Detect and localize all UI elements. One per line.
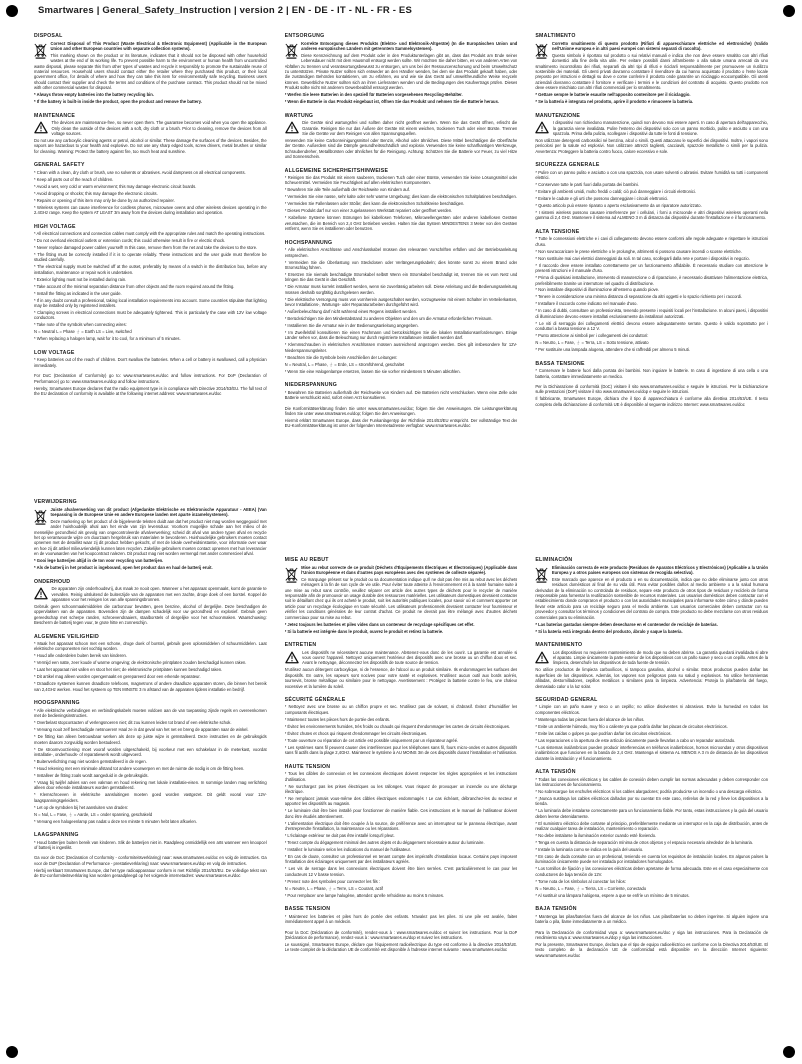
paragraph: * Bewahren Sie Batterien außerhalb der Reichweite von Kindern auf. Die Batterien nicht verschlucken. Wenn eine Zelle oder Batterie verschluckt wird, sofort einen Arzt konsultieren. bbox=[284, 389, 518, 401]
paragraph: Corretto smaltimento di questo prodotto (Rifiuti di apparecchiature elettriche ed elettroniche) (Valido nell'Unione europea e in altri paesi europei con sistemi separati di raccolta). bbox=[551, 40, 769, 51]
paragraph: De apparaten zijn onderhoudsvrij, dus maak ze nooit open. Wanneer u het apparaat openmaakt, komt de garantie te vervallen. Reinig uitsluitend de buitenzijde van de apparaten met een zachte, droge doek of een borstel. Koppel de apparaten voor het reinigen los van alle spanningsbronnen. bbox=[51, 586, 267, 602]
section-basse-tension bbox=[285, 903, 518, 926]
section-disposal bbox=[34, 30, 267, 106]
paragraph: * Prenez note des symboles pour connecter les fils : bbox=[284, 878, 380, 884]
paragraph: * ¡Nunca sustituya los cables eléctricos dañados por su cuenta! En este caso, retírelos de la red y lleve los dispositivos a la tienda. bbox=[535, 795, 769, 807]
section-heading-eliminacion: ELIMINACIÓN bbox=[535, 557, 573, 563]
paragraph: * Houd batterijen buiten bereik van kinderen. Slik de batterijen niet in. Raadpleeg onmiddellijk een arts wanneer een knoopcel of batterij is ingeslikt. bbox=[34, 839, 267, 850]
weee-bin-icon bbox=[34, 42, 47, 59]
paragraph: * Die Armatur muss korrekt installiert werden, wenn sie zuverlässig arbeiten soll. Diese Anleitung und die Bedienungsanleitung müssen deshalb sorgfältig durchgelesen werden. bbox=[284, 284, 518, 295]
section-heading-entsorgung: ENTSORGUNG bbox=[284, 33, 325, 39]
section-hoogspanning bbox=[34, 697, 267, 825]
paragraph: * Conservare tutte le parti fuori dalla portata dei bambini. bbox=[535, 182, 639, 188]
paragraph: N'utilisez aucun détergent carboxylique, ni de l'essence, de l'alcool ou un produit similaire. Ils endommagent les surfaces des dispositifs. En outre, les vapeurs sont nocives pour votre santé et explosives. N'utilisez aucun outil aux bords acérés, tournevis, brosse métallique ou similaire pour le nettoyage. Avertissement : Protégez la batterie contre le feu, une chaleur excessive et la lumière du soleil. bbox=[284, 667, 518, 689]
paragraph: * Évitez chutes et chocs qui risquent d'endommager les circuits électroniques. bbox=[284, 730, 428, 736]
paragraph: * Die elektrische Versorgung muss von vornherein ausgeschaltet werden, vorzugsweise mit einem Schalter im Verteilerkasten, bevor Installations-, Wartungs- oder Reparaturarbeiten durchgeführt wird. bbox=[284, 296, 518, 308]
paragraph: * I sistemi wireless possono causare interferenze per i cellulari, i forni a microonde e altri dispositivi wireless operanti nella gamma di 2,4 GHz. Mantenere il sistema ad ALMENO 3 m di distanza dai dispositivi durante l'installazione e il funzionamento. bbox=[535, 210, 769, 221]
paragraph: * Ne remplacez jamais vous-même des câbles électriques endommagés ! Le cas échéant, débranchez-les du secteur et apportez les dispositifs au magasin. bbox=[284, 795, 518, 807]
paragraph: * Per sostituire una lampada alogena, attendere che si raffreddi per almeno 5 minuti. bbox=[535, 347, 690, 353]
section-heading-low-voltage: LOW VOLTAGE bbox=[34, 349, 75, 356]
paragraph: * En cas de doute, consultez un professionnel en tenant compte des impératifs d'installation locaux. Certains pays imposent l'installation des éclairages uniquement par des installateurs agréés. bbox=[284, 854, 518, 865]
paragraph: * Non sostituire mai cavi elettrici danneggiati da soli. In tal caso, scollegarli dalla rete e portare i dispositivi in negozio. bbox=[535, 255, 750, 261]
section-niederspannung bbox=[285, 379, 518, 402]
section-maintenance bbox=[34, 110, 267, 156]
paragraph: This marking shown on the product or its literature, indicates that it should not be disposed with other household wastes at the end of its working life. To prevent possible harm to the environment or human health from uncontrolled waste disposal, please separate this from other types of wastes and recycle it responsibly to promote the sustainable reuse of material resources. Household users should contact either the retailer where they purchased this product, or their local government office, for details of where and how they can take this item for environmentally safe recycling. Business users should contact their supplier and check the terms and conditions of the purchase contract. This product should not be mixed with other commercial wastes for disposal. bbox=[34, 52, 267, 91]
paragraph: * No debe instalarse la iluminación exterior cuando esté lloviendo. bbox=[535, 833, 657, 839]
paragraph: N = Neutral L = Phase ⏚ = Earth LS = Live, switched bbox=[34, 329, 132, 335]
section-heading-niederspannung: NIEDERSPANNUNG bbox=[284, 382, 338, 389]
paragraph: Para la Declaración de conformidad vaya a: www.smartwares.eu/doc y siga las instrucciones. Para la Declaración de rendimiento vaya a: www.smartwares.eu/dop y siga las instrucciones. bbox=[535, 929, 769, 940]
section-smaltimento bbox=[535, 30, 768, 106]
paragraph: * Wireless systems can cause interference for cordless phones, microwave ovens and other wireless devices operating in the 2.4GHz range. Keep the system AT LEAST 3m away from the devices during installation and operation. bbox=[34, 204, 267, 216]
section-heading-alta-tension: ALTA TENSIÓN bbox=[535, 769, 576, 776]
paragraph: * Overbelast stopcontacten of verlengsnoeren niet; dit zou kunnen leiden tot brand of een elektrische schok. bbox=[34, 720, 232, 726]
paragraph: * Pour remplacer une lampe halogène, attendez qu'elle refroidisse au moins 5 minutes. bbox=[284, 892, 445, 898]
paragraph: * If in any doubt consult a professional, taking local installation requirements into account. Some countries stipulate that lighting may be installed only by registered installers. bbox=[34, 297, 267, 309]
section-heading-smaltimento: SMALTIMENTO bbox=[535, 33, 576, 39]
paragraph: Pour la DoC (Déclaration de conformité), rendez-vous à : www.smartwares.eu/doc et suivez les instructions. Pour la DoP (Déclaration de performance), rendez-vous à : www.smartwares.eu/dop et suivez les instructions. bbox=[284, 929, 518, 940]
paragraph: The devices are maintenance-free, so never open them. The guarantee becomes void when you open the appliance. Only clean the outside of the devices with a soft, dry cloth or a brush. Prior to cleaning, remove the devices from all voltage sources. bbox=[51, 120, 267, 136]
section-laagspanning bbox=[34, 829, 267, 852]
paragraph: * La luminaria debe instalarse correctamente para un funcionamiento fiable. Por tanto, estas instrucciones y la guía del usuario deben leerse detenidamente. bbox=[535, 808, 769, 819]
paragraph: * When replacing a halogen lamp, wait for it to cool, for a minimum of 5 minutes. bbox=[34, 336, 181, 342]
paragraph: Los dispositivos no requieren mantenimiento de modo que no deben abrirse. La garantía quedará invalidada si abre el aparato. Limpie únicamente la parte exterior de los dispositivos con un paño suave y seco o un cepillo. Antes de la limpieza, desenchufe los dispositivos de toda fuente de tensión. bbox=[552, 649, 769, 666]
paragraph: * Los tornillos de fijación y las conexiones eléctricas deben apretarse de forma adecuada. Este es el caso especialmente con conductores de baja tensión de 12V. bbox=[535, 866, 769, 877]
paragraph: * The fitting must be correctly installed if it is to operate reliably. These instructions and the user guide must therefore be studied carefully. bbox=[34, 251, 267, 263]
paragraph: * Werfen Sie leere Batterien in den speziell für Batterien vorgesehenen Recycling-Behälter. bbox=[284, 92, 463, 98]
section-securite-generale bbox=[285, 694, 518, 757]
section-heading-mise-au-rebut: MISE AU REBUT bbox=[284, 557, 329, 563]
paragraph: * The electrical supply must be switched off at the outset, preferably by means of a switch in the distribution box, before any installation, maintenance or repair work is undertaken. bbox=[34, 264, 267, 275]
paragraph: * Tenez compte du dégagement minimal des autres objets et du dégagement nécessaire autour du luminaire. bbox=[284, 840, 485, 846]
section-seguridad-general bbox=[535, 694, 768, 763]
paragraph: * Si la batterie est intégrée dans le produit, ouvrez le produit et retirez la batterie. bbox=[284, 628, 444, 634]
paragraph: * Vervang nooit zelf beschadigde netsnoeren! Haal ze in dat geval van het net en breng de apparaten naar de winkel. bbox=[34, 727, 249, 733]
paragraph: * Avoid a wet, very cold or warm environment; this may damage electronic circuit boards. bbox=[34, 183, 197, 189]
paragraph: * Jetez toujours les batteries et piles vides dans un conteneur de recyclage spécifiques cet effet. bbox=[284, 621, 475, 627]
paragraph: * Maintenez toutes les pièces hors de portée des enfants. bbox=[284, 716, 391, 722]
paragraph: * Take account of the minimal separation distance from other objects and the room required around the fitting. bbox=[34, 283, 235, 289]
paragraph: * Il raccordo deve essere installato correttamente per un funzionamento affidabile. È necessario studiare con attenzione le presenti istruzioni e il manuale d'uso. bbox=[535, 262, 769, 274]
paragraph: * Clamping screws in electrical connections must be adequately tightened. This is particularly the case with 12V low voltage conductors. bbox=[34, 310, 267, 321]
paragraph: Die Geräte sind wartungsfrei und sollten daher nicht geöffnet werden. Wenn Sie das Gerät öffnen, erlischt die Garantie. Reinigen Sie nur das Äußere der Geräte mit einem weichen, trockenen Tuch oder einer Bürste. Trennen Sie die Geräte vor dem Reinigen von allen Spannungsquellen. bbox=[302, 120, 518, 136]
paragraph: * Exterior lighting must not be installed during rain. bbox=[34, 276, 127, 282]
paragraph: * Evite las caídas o golpes ya que podrían dañar los circuitos electrónicos. bbox=[535, 730, 672, 736]
paragraph: Por la presente, Smartwares Europe, declara que el tipo de equipo radioeléctrico es conforme con la Directiva 2014/53/UE. El texto completo de la declaración UE de conformidad está disponible en la dirección Internet siguiente: www.smartwares.eu/doc bbox=[535, 941, 769, 958]
section-general-safety bbox=[34, 159, 267, 217]
paragraph: * Keep batteries out of the reach of children. Don't swallow the batteries. When a cell or battery is swallowed, call a physician immediately. bbox=[34, 357, 267, 368]
section-heading-entretien: ENTRETIEN bbox=[284, 642, 317, 649]
paragraph: * Never replace damaged power cables yourself! In this case, remove them from the net and take the devices to the store. bbox=[34, 244, 258, 250]
paragraph: * Les systèmes sans fil peuvent causer des interférences pour les téléphones sans fil, fours micro-ondes et autres dispositifs sans fil actifs dans la plage 2,4GHz. Maintenez le système à AU MOINS 3m de ces dispositifs durant l'installation et l'utilisation. bbox=[284, 744, 518, 756]
paragraph: * Instale la luminaria como se indica en la guía del usuario. bbox=[535, 847, 644, 853]
paragraph: N = Neutro, L = Fase, ⏚ = Tierra, LS = Corriente, conectado bbox=[535, 885, 647, 891]
lang-block-it bbox=[535, 30, 768, 554]
paragraph: * Tous les câbles de connexion et les connexions électriques doivent respecter les règles appropriées et les instructions d'utilisation. bbox=[284, 771, 518, 782]
section-high-voltage bbox=[34, 221, 267, 344]
paragraph: * L'alimentation électrique doit être coupée à la source, de préférence avec un interrupteur sur le panneau électrique, avant d'entreprendre l'installation, la maintenance ou les réparations. bbox=[284, 820, 518, 832]
section-wartung bbox=[285, 110, 518, 161]
paragraph: * Gettare sempre le batterie esaurite nell'apposito contenitore per il riciclaggio. bbox=[535, 92, 691, 98]
paragraph: N = Neutre, L = Phase, ⏚ = Terre, LS = Courant, actif bbox=[284, 885, 383, 891]
section-entsorgung bbox=[285, 30, 518, 106]
paragraph: * Repairs or opening of this item may only be done by an authorized repairer. bbox=[34, 197, 175, 203]
paragraph: * Evitare gli ambienti umidi, molto freddi o caldi; ciò può danneggiare i circuiti elettronici. bbox=[535, 189, 696, 195]
warning-icon bbox=[535, 121, 549, 134]
section-algemene-veiligheid bbox=[34, 631, 267, 694]
lang-block-en bbox=[34, 30, 267, 496]
paragraph: * Se la batteria è integrata nel prodotto, aprire il prodotto e rimuovere la batteria. bbox=[535, 99, 694, 105]
paragraph: * Vraag bij twijfel advies van een vakman en houd rekening met lokale installatie-eisen. In sommige landen mag verlichting alleen door erkende installateurs worden geïnstalleerd. bbox=[34, 779, 267, 791]
paragraph: * Reinigen Sie das Produkt mit einem sauberen, trockenen Tuch oder einer Bürste, verwenden Sie keine Lösungsmittel oder Scheuermittel. Vermeiden Sie Feuchtigkeit auf allen elektrischen Komponenten. bbox=[284, 175, 518, 186]
section-verwijdering bbox=[34, 496, 267, 572]
paragraph: Ga voor de DoC (Declaration of Conformity - conformiteitsverklaring) naar: www.smartwares.eu/doc en volg de instructies. Ga voor de DoP (Declaration of Performance - prestatieverklaring) naar: www.smartwares.eu/dop en volg de instructies. bbox=[34, 855, 267, 866]
paragraph: * Conservare le batterie fuori dalla portata dei bambini. Non ingoiare le batterie. In caso di ingestione di una cella o una batteria, contattare immediatamente un medico. bbox=[535, 368, 769, 379]
paragraph: * Tenga en cuenta la distancia de separación mínima de otros objetos y el espacio necesario alrededor de la luminaria. bbox=[535, 840, 754, 846]
paragraph: Mise au rebut correcte de ce produit (Déchets d'Équipements Électriques et Électroniques) (Applicable dans l'Union Européenne et dans d'autres pays européens avec des systèmes de collecte séparée). bbox=[301, 564, 518, 575]
paragraph: Do not use any carboxylic cleaning agents or petrol, alcohol or similar. These damage the surfaces of the devices. Besides, the vapors are hazardous to your health and explosive. Do not use any sharp edged tools, screw drivers, metal brushes or similar for cleaning. Warning: Protect the battery against fire, too much heat and sunshine. bbox=[34, 137, 267, 154]
paragraph: * El suministro eléctrico debe cortarse al principio, preferiblemente mediante un interruptor en la caja de distribución, antes de realizar cualquier tarea de instalación, mantenimiento o reparación. bbox=[535, 820, 769, 832]
paragraph: * Draadloze systemen kunnen draadloze telefoons, magnetrons of andere draadloze apparaten storen, die binnen het bereik van 2,4GHz werken. Houd het systeem op TEN MINSTE 3 m afstand van de apparaten tijdens installatie en bedrijf. bbox=[34, 681, 267, 692]
section-heading-securite-generale: SÉCURITÉ GÉNÉRALE bbox=[284, 696, 346, 703]
paragraph: * Vermeiden Sie die Überlastung von Steckdosen oder Verlängerungskabeln; dies könnte sonst zu einem Brand oder Stromschlag führen. bbox=[284, 259, 518, 270]
paragraph: No utilice productos de limpieza carboxílicos, ni tampoco gasolina, alcohol o similar. Estos productos pueden dañar las superficies de los dispositivos. Además, los vapores son peligrosos para su salud y explosivos. No utilice herramientas afiladas, destornilladores, cepillos metálicos o similares para la limpieza. Advertencia: Proteja la pila/batería del fuego, demasiado calor o la luz solar. bbox=[535, 667, 769, 689]
paragraph: * Do not overload electrical outlets or extension cords; this could otherwise result in fire or electric shock. bbox=[34, 237, 226, 243]
paragraph: * Vermeiden Sie eine nasse, sehr kalte oder sehr warme Umgebung; dies kann die elektronischen Schaltplatinen beschädigen. bbox=[284, 194, 517, 200]
section-manutenzione bbox=[535, 110, 768, 156]
weee-bin-icon bbox=[34, 508, 47, 525]
paragraph: * Tutte le connessioni elettriche e i cavi di collegamento devono essere conformi alle regole adeguate e rispettare le istruzioni d'uso. bbox=[535, 236, 769, 247]
paragraph: * De stroomvoorziening moet vooraf worden uitgeschakeld, bij voorkeur met een schakelaar in de meterkast, voordat installatie-, onderhouds- of reparatiewerk wordt uitgevoerd. bbox=[34, 746, 267, 757]
section-declarations bbox=[285, 930, 518, 955]
section-entretien bbox=[285, 639, 518, 690]
paragraph: * Non installare dispositivi di illuminazione all'esterno quando piove. bbox=[535, 287, 660, 293]
paragraph: Hiermit erklärt Smartwares Europe, dass der Funkanlagentyp der Richtlinie 2014/53/EU entspricht. Der vollständige Text der EU-Konformitätserklärung ist unter der folgenden Internetadresse verfügbar: www.smartwares.eu/doc bbox=[284, 417, 518, 429]
paragraph: Questo simbolo è riportato sul prodotto o sui relativi manuali e indica che non deve essere smaltito con altri rifiuti domestici alla fine della vita utile. Per evitare possibili danni all'ambiente o alla salute umana arrecati da uno smaltimento incontrollato dei rifiuti, separarli da altri tipi di rifiuti e riciclarli responsabilmente per promuovere un riutilizzo sostenibile dei materiali. Gli utenti privati dovranno contattare il rivenditore da cui hanno acquistato il prodotto o l'ente locale preposto per istruzioni e dettagli su dove e come conferire il prodotto onde garantire un riciclaggio ecocompatibile. Gli utenti aziendali dovranno contattare il fornitore e verificare i termini e le condizioni del contratto di acquisto. Questo prodotto non deve essere mischiato con altri rifiuti commerciali per lo smaltimento. bbox=[535, 52, 769, 91]
paragraph: I dispositivi non richiedono manutenzione, quindi non devono mai essere aperti. In caso di apertura dell'apparecchio, la garanzia viene invalidata. Pulire l'esterno dei dispositivi solo con un panno morbido, pulito e asciutto o con una spazzola. Prima della pulizia, scollegare i dispositivi da tutte le fonti di tensione. bbox=[552, 120, 769, 136]
paragraph: * Todas las conexiones eléctricas y los cables de conexión deben cumplir las normas adecuadas y deben corresponder con las instrucciones de funcionamiento. bbox=[535, 776, 769, 787]
section-heading-allgemeine-sicherheitshinweise: ALLGEMEINE SICHERHEITSHINWEISE bbox=[284, 167, 389, 174]
paragraph: * Keep all parts out of the reach of children. bbox=[34, 176, 114, 182]
paragraph: * Installieren Sie die Armatur wie in der Bedienungsanleitung angegeben. bbox=[284, 323, 419, 329]
paragraph: * Gooi lege batterijen altijd in de ton voor recycling van batterijen. bbox=[34, 558, 164, 564]
section-alta-tensione bbox=[535, 226, 768, 354]
column-3 bbox=[535, 30, 768, 1050]
section-heading-maintenance: MAINTENANCE bbox=[34, 112, 76, 119]
registration-mark-top-right bbox=[783, 5, 795, 17]
paragraph: * Install the fitting as indicated in the user guide. bbox=[34, 290, 122, 296]
paragraph: Non utilizzare detergenti carbossilici né benzina, alcol o simili. Questi attaccano le superfici dei dispositivi. Inoltre, i vapori sono pericolosi per la salute ed esplosivi. Non utilizzare attrezzi taglienti, cacciaviti, spazzole metalliche o simili per la pulizia. Avvertenza: Proteggere la batteria contro fuoco, calore eccessivo e sole. bbox=[535, 137, 769, 154]
warning-icon bbox=[34, 121, 48, 134]
paragraph: * Vervang een halogeenlamp pas nadat u deze ten minste 5 minuten hebt laten afkoelen. bbox=[34, 818, 197, 824]
paragraph: * All electrical connections and connection cables must comply with the appropriate rules and match the operating instructions. bbox=[34, 231, 266, 236]
section-heading-verwijdering: VERWIJDERING bbox=[34, 499, 77, 505]
paragraph: Die Konformitätserklärung finden Sie unter www.smartwares.eu/doc; folgen Sie den Anweisungen. Die Leistungserklärung finden Sie unter www.smartwares.eu/dop; folgen Sie den Anweisungen. bbox=[284, 405, 518, 416]
section-sicurezza-generale bbox=[535, 159, 768, 222]
paragraph: * L'éclairage extérieur ne doit pas être installé lorsqu'il pleut. bbox=[284, 833, 395, 839]
paragraph: * Tome nota de los símbolos al conectar los hilos: bbox=[535, 878, 626, 884]
section-eliminacion bbox=[535, 554, 768, 636]
paragraph: * Ne surchargez pas les prises électriques ou les rallonges. Vous risquez de provoquer un incendie ou une décharge électrique. bbox=[284, 783, 518, 794]
section-heading-general-safety: GENERAL SAFETY bbox=[34, 162, 85, 169]
section-heading-onderhoud: ONDERHOUD bbox=[34, 578, 71, 585]
paragraph: * Buitenverlichting mag niet worden geïnstalleerd in de regen. bbox=[34, 758, 147, 764]
paragraph: * Al sustituir una lámpara halógena, espere a que se enfríe un mínimo de 5 minutos. bbox=[535, 892, 690, 898]
section-heading-basse-tension: BASSE TENSION bbox=[284, 906, 331, 913]
section-heading-hochspannung: HOCHSPANNUNG bbox=[284, 239, 333, 246]
column-2 bbox=[285, 30, 518, 1050]
paragraph: * Installeer de fitting zoals wordt aangeduid in de gebruiksgids. bbox=[34, 772, 149, 778]
section-heading-seguridad-general: SEGURIDAD GENERAL bbox=[535, 696, 598, 703]
warning-icon bbox=[535, 651, 549, 664]
paragraph: * Houd alle onderdelen buiten bereik van kinderen. bbox=[34, 653, 127, 659]
paragraph: * Klemschroeven in elektrische aansluitingen moeten goed worden vastgezet. Dit geldt vooral voor 12V-laagspanningsgeleiders. bbox=[34, 792, 267, 803]
paragraph: * Let op de symbolen bij het aansluiten van draden: bbox=[34, 804, 129, 810]
section-mise-au-rebut bbox=[285, 554, 518, 636]
paragraph: * Les vis de serrage dans les connexions électriques doivent être bien serrées. C'est particulièrement le cas pour les conducteurs 12 V basse tension. bbox=[284, 866, 518, 877]
paragraph: * Kabellose Systeme können Störungen bei kabellosen Telefonen, Mikrowellengeräten oder anderen kabellosen Geräten verursachen, die im Bereich von 2,4 GHz betrieben werden. Halten Sie das System MINDESTENS 3 Meter von den Geräten entfernt, wenn Sie es installieren oder benutzen. bbox=[284, 215, 518, 232]
paragraph: * Si la batería está integrada dentro del producto, ábralo y saque la batería. bbox=[535, 628, 683, 634]
paragraph: * Außenbeleuchtung darf nicht während eines Regens installiert werden. bbox=[284, 309, 418, 315]
registration-mark-top-left bbox=[6, 5, 18, 17]
paragraph: Hereby, Smartwares Europe declares that the radio equipment type is in compliance with Directive 2014/53/EU. The full text of the EU declaration of conformity is available at the following internet address: www.smartwares.eu/doc bbox=[34, 385, 267, 396]
section-heading-bassa-tensione: BASSA TENSIONE bbox=[535, 360, 585, 367]
section-onderhoud bbox=[34, 576, 267, 627]
paragraph: Verwenden Sie keine Carbonreinigungsmittel oder Benzin, Alkohol oder ähnliches. Diese Mittel beschädigen die Oberfläche der Geräte. Außerdem sind die Dämpfe gesundheitsschädlich und explosiv. Verwenden Sie keine scharfkantigen Werkzeuge, Schraubendreher, Metallbürsten oder ähnliches für die Reinigung. Achtung: Schützen Sie die Batterie vor Feuer, zu viel Hitze und Sonnenschein. bbox=[284, 137, 518, 160]
paragraph: * Las baterías gastadas siempre deben desecharse en el contenedor de reciclaje de baterías. bbox=[535, 621, 718, 627]
section-heading-alta-tensione: ALTA TENSIONE bbox=[535, 228, 580, 235]
paragraph: * Clean with a clean, dry cloth or brush, use no solvents or abrasives. Avoid dampness on all electrical components. bbox=[34, 169, 246, 175]
section-haute-tension bbox=[285, 761, 518, 900]
paragraph: * If the battery is built-in inside the product, open the product and remove the battery. bbox=[34, 99, 202, 105]
paragraph: Le soussigné, Smartwares Europe, déclare que l'équipement radioélectrique du type est conforme à la directive 2014/53/UE. Le texte complet de la déclaration UE de conformité est disponible à l'adresse internet suivante : www.smartwares.eu/doc bbox=[284, 941, 518, 953]
registration-mark-bottom-left bbox=[6, 1046, 18, 1058]
warning-icon bbox=[285, 651, 299, 664]
paragraph: * Laat het apparaat niet vallen en stoot het niet; de elektronische printplaten kunnen beschadigd raken. bbox=[34, 667, 223, 673]
paragraph: Este marcado que aparece en el producto o en su documentación, indica que no debe eliminarse junto con otros residuos domésticos al final de su vida útil. Para evitar posibles daños al medio ambiente o a la salud humana derivados de la eliminación no controlada de residuos, separe este producto de otros tipos de residuos y recíclelo de forma responsable para fomentar la reutilización sostenible de recursos materiales. Los usuarios domésticos deben contactar con el establecimiento donde compraron el producto o con las autoridades municipales para informarse sobre cómo y dónde pueden llevar este artículo para un reciclaje seguro para el medio ambiente. Los usuarios comerciales deben contactar con su proveedor y consultar los términos y condiciones del contrato de compra. Este producto no debe mezclarse con otros residuos comerciales para su eliminación. bbox=[535, 576, 769, 620]
section-low-voltage bbox=[34, 347, 267, 370]
paragraph: Diese Kennzeichnung auf dem Produkt oder in den Produktunterlagen gibt an, dass das Produkt am Ende seiner Lebensdauer nicht mit dem Hausmüll entsorgt werden sollte. Wir möchten Sie daher bitten, es von anderen Arten von Abfällen zu trennen und verantwortungsbewusst zu entsorgen, um uns bei der Ressourcenschonung und beim Umweltschutz zu unterstützen. Private Nutzer sollten sich entweder an den Händler wenden, bei dem sie das Produkt gekauft haben, oder die zuständigen Behörden kontaktieren, um zu erfahren, wo und wie sie das Gerät auf umweltfreundliche Weise recyceln können. Gewerbliche Nutzer sollten sich an ihren Lieferanten wenden und die Bedingungen des Kaufvertrags prüfen. Dieses Produkt sollte nicht mit anderem Gewerbeabfall entsorgt werden. bbox=[284, 52, 518, 91]
paragraph: * Beachten Sie die Symbole beim Anschließen der Leitungen: bbox=[284, 354, 398, 360]
section-heading-wartung: WARTUNG bbox=[284, 112, 314, 119]
paragraph: Correct Disposal of This Product (Waste Electrical & Electronic Equipment) (Applicable in the European Union and other European countries with separate collection systems). bbox=[50, 40, 267, 51]
section-heading-disposal: DISPOSAL bbox=[34, 33, 63, 39]
section-heading-laagspanning: LAAGSPANNING bbox=[34, 832, 79, 839]
paragraph: * Alle elektrischen Anschlüsse und Anschlusskabel müssen den relevanten Vorschriften erfüllen und der Betriebsanleitung entsprechen. bbox=[284, 247, 518, 258]
paragraph: * Als de batterij in het product is ingebouwd, open het product dan en haal de batterij eruit. bbox=[34, 565, 213, 571]
paragraph: * Limpie con un paño suave y seco o un cepillo; no utilice disolventes ni abrasivos. Evite la humedad en todos los componentes eléctricos. bbox=[535, 704, 769, 715]
section-declarations bbox=[535, 384, 768, 409]
section-allgemeine-sicherheitshinweise bbox=[285, 165, 518, 234]
paragraph: N = Neutro, L = Fase, ⏚ = Terra, LS = Sotto tensione, attivato bbox=[535, 340, 649, 346]
paragraph: * Évitez les environnements humides, très froids ou chauds qui risquent d'endommager les cartes de circuits électroniques. bbox=[284, 723, 511, 729]
section-declarations bbox=[285, 406, 518, 431]
section-declarations bbox=[34, 855, 267, 880]
paragraph: * Houd rekening met een minimale afstand tot andere voorwerpen en met de ruimte die nodig is om de fitting heen. bbox=[34, 765, 245, 771]
paragraph: * Questo articolo può essere riparato o aperto esclusivamente da un riparatore autorizzato. bbox=[535, 203, 702, 209]
lang-block-de bbox=[285, 30, 518, 554]
paragraph: * Ersetzen Sie niemals beschädigte Stromkabel selbst! Wenn ein Stromkabel beschädigt ist, trennen Sie es vom Netz und bringen Sie das Gerät in das Geschäft. bbox=[284, 271, 518, 283]
paragraph: * Wenn die Batterie in das Produkt eingebaut ist, öffnen Sie das Produkt und nehmen Sie die Batterie heraus. bbox=[284, 99, 500, 105]
paragraph: * Bewahren Sie alle Teile außerhalb der Reichweite von Kindern auf. bbox=[284, 187, 411, 193]
paragraph: Hierbij verklaart Smartwares Europe, dat het type radioapparatuur conform is met Richtlijn 2014/53/EU. De volledige tekst van de EU-conformiteitsverklaring kan worden geraadpleegd op het volgende internetadres: www.smartwares.eu/doc bbox=[34, 867, 267, 879]
paragraph: * Le luminaire doit être bien installé pour fonctionner de manière fiable. Ces instructions et le manuel de l'utilisateur doivent donc être étudiés attentivement. bbox=[284, 808, 518, 819]
paragraph: * Mantenga las pilas/baterías fuera del alcance de los niños. Las pilas/baterías no deben ingerirse. Si alguien ingiere una batería o pila, llame inmediatamente a un médico. bbox=[535, 913, 769, 925]
section-hochspannung bbox=[285, 237, 518, 376]
lang-block-es bbox=[535, 554, 768, 1050]
section-heading-manutenzione: MANUTENZIONE bbox=[535, 112, 581, 119]
paragraph: * Los sistemas inalámbricos pueden producir interferencias en teléfonos inalámbricos, hornos microondas y otros dispositivos inalámbricos que funcionen en la banda de 2,4 GHz. Mantenga el sistema AL MENOS A 3 m de distancia de los dispositivos durante la instalación y el funcionamiento. bbox=[535, 744, 769, 761]
paragraph: * Las reparaciones o la apertura de este artículo únicamente puede llevarlas a cabo un reparador autorizado. bbox=[535, 737, 736, 743]
warning-icon bbox=[34, 587, 48, 600]
paragraph: * Alle elektrische verbindingen en verbindingskabels moeten voldoen aan de van toepassing zijnde regels en overeenkomen met de bedieningsinstructies. bbox=[34, 707, 267, 719]
weee-bin-icon bbox=[535, 42, 548, 59]
paragraph: Juiste afvalverwerking van dit product (Afgedankte Elektrische en Elektronische Apparatuur - AEEA) (Van toepassing in de Europese Unie en andere Europese landen met aparte inzamelsystemen). bbox=[50, 506, 267, 517]
paragraph: * Maak het apparaat schoon met een schone, droge doek of borstel, gebruik geen oplosmiddelen of schuurmiddelen. Laat elektrische componenten niet vochtig worden. bbox=[34, 641, 267, 652]
warning-icon bbox=[285, 121, 299, 134]
paragraph: * Punto attenzione ai simboli per i collegamenti dei conduttori: bbox=[535, 333, 649, 339]
paragraph: Les dispositifs ne nécessitent aucune maintenance. Abstenez-vous donc de les ouvrir. La garantie est annulée si vous ouvrez l'appareil. Nettoyez uniquement l'extérieur des dispositifs avec une brosse ou un chiffon doux et sec. Avant le nettoyage, déconnectez les dispositifs de toute source de tension. bbox=[302, 649, 518, 666]
paragraph: * No sobrecargue los enchufes eléctricos ni los cables alargadores; podría producirse un incendio o una descarga eléctrica. bbox=[535, 788, 762, 794]
paragraph: Eliminación correcta de este producto (Residuos de Aparatos Eléctricos y Electrónicos) (Aplicable a la Unión Europea y a otros países europeos con sistemas de recogida selectiva). bbox=[551, 564, 769, 575]
section-heading-high-voltage: HIGH VOLTAGE bbox=[34, 223, 76, 230]
paragraph: For DoC (Declaration of Conformity) go to: www.smartwares.eu/doc and follow instructions. For DoP (Declaration of Performance) go to: www.smartwares.eu/dop and follow instructions. bbox=[34, 373, 267, 384]
paragraph: * Vermijd een natte, zeer koude of warme omgeving; de elektronische printplaten zouden beschadigd kunnen raken. bbox=[34, 660, 247, 666]
weee-bin-icon bbox=[285, 566, 298, 583]
paragraph: * De fitting kan alleen betrouwbaar werken als deze op juiste wijze is geïnstalleerd. Deze instructies en de gebruiksgids moeten daarom zorgvuldig worden bestudeerd. bbox=[34, 734, 267, 745]
section-heading-algemene-veiligheid: ALGEMENE VEILIGHEID bbox=[34, 633, 99, 640]
registration-mark-bottom-right bbox=[783, 1046, 795, 1058]
section-heading-mantenimiento: MANTENIMIENTO bbox=[535, 642, 583, 649]
paragraph: Gebruik geen schoonmaakmiddelen die carbonzuur bevatten, geen benzine, alcohol of dergelijke. Deze beschadigen de oppervlakken van de apparaten. Bovendien zijn de dampen schadelijk voor uw gezondheid en explosief. Gebruik geen gereedschap met scherpe randen, schroevendraaiers, staalborstels of dergelijke voor het schoonmaken. Waarschuwing: Bescherm de batterij tegen vuur, te grote hitte en zonneschijn. bbox=[34, 603, 267, 626]
content-columns bbox=[34, 30, 768, 1050]
section-heading-haute-tension: HAUTE TENSION bbox=[284, 763, 331, 770]
paragraph: Il fabbricante, Smartwares Europe, dichiara che il tipo di apparecchiatura è conforme alla direttiva 2014/53/UE. Il testo completo della dichiarazione di conformità UE è disponibile al seguente indirizzo Internet: www.smartwares.eu/doc bbox=[535, 396, 769, 407]
paragraph: * Evitare le cadute e gli urti che possono danneggiare i circuiti elettronici. bbox=[535, 196, 669, 202]
paragraph: Korrekte Entsorgung dieses Produkts (Elektro- und Elektronik-Altgeräte) (In die Europäischen Union und anderen europäischen Ländern mit getrenntem Sammelsystemen). bbox=[301, 40, 518, 51]
paragraph: * Toute ouverture ou réparation de cet article est possible uniquement par un réparateur agréé. bbox=[284, 737, 459, 743]
paragraph: * Im Zweifelsfall konsultieren Sie einen Fachmann und berücksichtigen Sie die lokalen Installationsanforderungen. Einige Länder sehen vor, dass die Beleuchtung nur durch registrierte Installateure installiert werden darf. bbox=[284, 330, 518, 341]
paragraph: * Le viti di serraggio dei collegamenti elettrici devono essere adeguatamente serrate. Questo è valido soprattutto per i conduttori a bassa tensione a 12 V. bbox=[535, 320, 769, 332]
section-heading-hoogspanning: HOOGSPANNING bbox=[34, 700, 80, 707]
section-declarations bbox=[34, 373, 267, 398]
paragraph: * Maintenez les batteries et piles hors de portée des enfants. N'avalez pas les piles. Si une pile est avalée, faites immédiatement appel à un médecin. bbox=[284, 913, 518, 925]
paragraph: * Berücksichtigen Sie den Mindestabstand zu anderen Objekten und den um die Armatur erforderlichen Freiraum. bbox=[284, 316, 493, 322]
lang-block-fr bbox=[285, 554, 518, 1050]
lang-block-nl bbox=[34, 496, 267, 1050]
paragraph: * Vermeiden Sie Fallenlassen oder Stöße; dies kann die elektronischen Schaltkreise beschädigen. bbox=[284, 201, 465, 207]
section-heading-baja-tension: BAJA TENSIÓN bbox=[535, 906, 577, 913]
paragraph: * Installare il raccordo come indicato nel manuale d'uso. bbox=[535, 301, 638, 307]
paragraph: * Installez le luminaire selon les indications du manuel de l'utilisateur. bbox=[284, 847, 411, 853]
weee-bin-icon bbox=[535, 566, 548, 583]
paragraph: * Dieses Produkt darf nur von einer zugelassenen Werkstatt repariert oder geöffnet werden. bbox=[284, 208, 453, 214]
paragraph: N = Nul, L = Fase, ⏚ = Aarde, LS = onder spanning, geschakeld bbox=[34, 811, 153, 817]
paragraph: * Dit artikel mag alleen worden opengemaakt en gerepareerd door een erkende reparateur. bbox=[34, 674, 201, 680]
column-1 bbox=[34, 30, 267, 1050]
paragraph: N = Neutral, L = Phase, ⏚ = Erde, LS = stromführend, geschaltet bbox=[284, 361, 405, 367]
paragraph: * Evite un ambiente húmedo, muy frío o caliente ya que podría dañar las placas de circuitos electrónicos. bbox=[535, 723, 728, 729]
paragraph: * Nettoyez avec une brosse ou un chiffon propre et sec. N'utilisez pas de solvant, ni d'abrasif. Évitez d'humidifier les composants électriques. bbox=[284, 704, 518, 715]
paragraph: * Take note of the symbols when connecting wires: bbox=[34, 322, 127, 328]
section-alta-tension bbox=[535, 766, 768, 900]
paragraph: * En caso de duda consulte con un profesional, teniendo en cuenta los requisitos de instalación locales. En algunos países la iluminación únicamente puede ser instalada por instaladores homologados. bbox=[535, 854, 769, 865]
section-bassa-tensione bbox=[535, 358, 768, 381]
paragraph: * Tenere in considerazione una minima distanza di separazione da altri oggetti e lo spazio richiesto per i raccordi. bbox=[535, 294, 743, 300]
weee-bin-icon bbox=[285, 42, 298, 59]
paragraph: Ce marquage présent sur le produit ou sa documentation indique qu'il ne doit pas être mis au rebut avec les déchets ménagers à la fin de son cycle de vie utile. Pour éviter toute atteinte à l'environnement et à la santé humaine suite à une mise au rebut sans contrôle, veuillez séparer cet article des autres types de déchets pour le recycler de manière responsable afin de promouvoir un usage durable des ressources matérielles. Les utilisateurs domestiques devraient contacter soit le détaillant chez qui ils ont acheté le produit, soit les autorités publiques locales, pour savoir où et comment apporter cet article pour un recyclage écologique en toute sécurité. Les utilisateurs professionnels devraient contacter leur fournisseur et vérifier les conditions générales de leur contrat d'achat. Ce produit ne devrait pas être mélangé avec d'autres déchets commerciaux pour sa mise au rebut. bbox=[284, 576, 518, 620]
paragraph: * Non sovraccaricare le prese elettriche o le prolunghe, altrimenti si possono causare incendi o scosse elettriche. bbox=[535, 248, 742, 254]
paragraph: * Always throw empty batteries into the battery recycling bin. bbox=[34, 92, 154, 98]
paragraph: * In caso di dubbi, consultare un professionista, tenendo presente i requisiti locali per l'installazione. In alcuni paesi, i dispositivi di illuminazione devono essere installati esclusivamente da installatori autorizzati. bbox=[535, 308, 769, 319]
paragraph: * Klemmschrauben in elektrischen Anschlüssen müssen ausreichend angezogen werden. Dies gilt insbesondere für 12V-Niederspannungsleiter. bbox=[284, 342, 518, 353]
paragraph: * Avoid dropping or shocks; this may damage the electronic circuits. bbox=[34, 190, 158, 196]
paragraph: * Wenn Sie eine Halogenlampe ersetzen, lassen Sie sie vorher mindestens 5 Minuten abkühlen. bbox=[284, 368, 461, 374]
paragraph: Per la Dichiarazione di conformità (DoC) visitare il sito www.smartwares.eu/doc e seguire le istruzioni. Per la Dichiarazione sulle prestazioni (DoP) visitare il sito www.smartwares.eu/dop e seguire le istruzioni. bbox=[535, 384, 769, 395]
section-baja-tension bbox=[535, 903, 768, 926]
section-heading-sicurezza-generale: SICUREZZA GENERALE bbox=[535, 162, 600, 169]
paragraph: * Pulire con un panno pulito e asciutto o con una spazzola, non usare solventi o abrasivi. Evitare l'umidità su tutti i componenti elettrici. bbox=[535, 169, 769, 181]
paragraph: * Mantenga todas las piezas fuera del alcance de los niños. bbox=[535, 716, 645, 722]
paragraph: Deze markering op het product of de bijgeleverde teksten duidt aan dat het product niet mag worden weggegooid met ander huishoudelijk afval aan het einde van zijn levensduur. Voorkom mogelijke schade aan het milieu of de menselijke gezondheid als gevolg van ongecontroleerde afvalverwerking; scheid dit afval van andere typen afval en recycle het op verantwoorde wijze om duurzaam hergebruik van materialen te bevorderen. Huishoudelijke gebruikers moeten contact opnemen met de detaillist waar zij dit product hebben gekocht, of met de lokale overheidsinstantie, voor informatie over waar en hoe zij dit artikel milieuvriendelijk kunnen laten recyclen. Zakelijke gebruikers moeten contact opnemen met hun leverancier en de voorwaarden van het koopcontract nalezen. Dit product mag niet worden vermengd met ander commercieel afval. bbox=[34, 518, 267, 557]
section-mantenimiento bbox=[535, 639, 768, 690]
document-title: Smartwares | General_Safety_Instruction | version 2 | EN - DE - IT - NL - FR - ES bbox=[38, 5, 413, 16]
paragraph: * Prima di qualsiasi installazione, intervento di manutenzione o di riparazione, è necessario disattivare l'alimentazione elettrica, preferibilmente tramite un interruttore nel quadro di distribuzione. bbox=[535, 275, 769, 286]
section-declarations bbox=[535, 930, 768, 960]
